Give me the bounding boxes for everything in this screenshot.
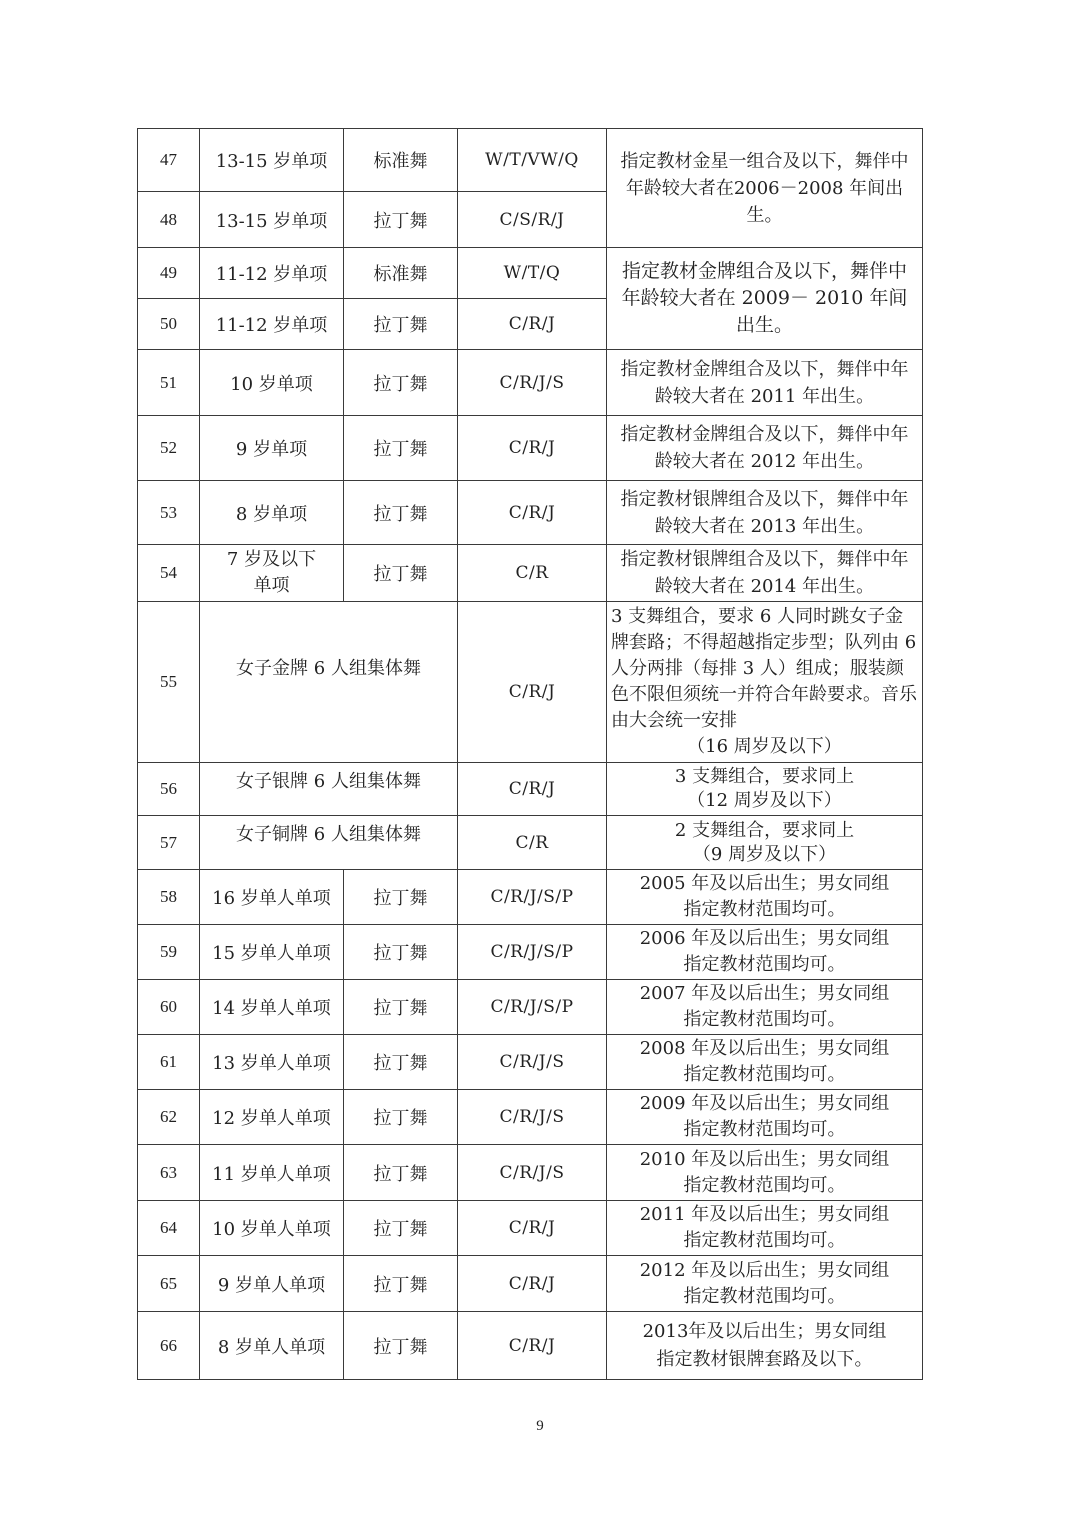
note-scope: 指定教材范围均可。 bbox=[683, 899, 846, 920]
dance-cell: 拉丁舞 bbox=[344, 299, 458, 350]
row-number: 51 bbox=[138, 350, 200, 416]
group-cell: 8 岁单项 bbox=[200, 481, 344, 545]
dance-code-cell: C/R/J bbox=[458, 299, 607, 350]
row-number: 49 bbox=[138, 248, 200, 299]
group-cell: 12 岁单人单项 bbox=[200, 1090, 344, 1145]
dance-code-cell: C/S/R/J bbox=[458, 192, 607, 248]
group-cell: 13-15 岁单项 bbox=[200, 192, 344, 248]
note-scope: 指定教材范围均可。 bbox=[683, 1064, 846, 1085]
note-cell bbox=[607, 1090, 923, 1145]
table-row bbox=[138, 1201, 923, 1256]
dance-cell: 拉丁舞 bbox=[344, 1312, 458, 1380]
row-number: 66 bbox=[138, 1312, 200, 1380]
table-row bbox=[138, 763, 923, 816]
row-number: 64 bbox=[138, 1201, 200, 1256]
note-cell bbox=[607, 1201, 923, 1256]
dance-code-cell: C/R/J/S/P bbox=[458, 870, 607, 925]
group-cell: 13 岁单人单项 bbox=[200, 1035, 344, 1090]
row-number: 57 bbox=[138, 816, 200, 870]
dance-code-cell: C/R/J bbox=[458, 1256, 607, 1312]
dance-cell: 拉丁舞 bbox=[344, 481, 458, 545]
note-scope: 指定教材范围均可。 bbox=[683, 1009, 846, 1030]
row-number: 63 bbox=[138, 1145, 200, 1201]
group-cell: 9 岁单人单项 bbox=[200, 1256, 344, 1312]
dance-code-cell: W/T/Q bbox=[458, 248, 607, 299]
table-row bbox=[138, 602, 923, 763]
dance-code-cell: W/T/VW/Q bbox=[458, 129, 607, 192]
note-scope: 指定教材范围均可。 bbox=[683, 1285, 846, 1307]
dance-code-cell: C/R/J/S bbox=[458, 1145, 607, 1201]
dance-cell: 拉丁舞 bbox=[344, 416, 458, 481]
note-cell bbox=[607, 1145, 923, 1201]
note-scope: 指定教材银牌套路及以下。 bbox=[656, 1348, 873, 1370]
dance-cell: 拉丁舞 bbox=[344, 545, 458, 602]
note-age: （16 周岁及以下） bbox=[687, 736, 842, 757]
dance-cell: 拉丁舞 bbox=[344, 1145, 458, 1201]
note-cell: 指定教材金牌组合及以下，舞伴中年龄较大者在 2011 年出生。 bbox=[607, 350, 923, 416]
row-number: 50 bbox=[138, 299, 200, 350]
table-row bbox=[138, 870, 923, 925]
dance-code-cell: C/R/J bbox=[458, 763, 607, 816]
note-text: 2006 年及以后出生；男女同组 bbox=[639, 928, 890, 949]
table-row bbox=[138, 816, 923, 870]
page-number: 9 bbox=[536, 1418, 544, 1434]
note-cell bbox=[607, 816, 923, 870]
group-cell: 11-12 岁单项 bbox=[200, 299, 344, 350]
dance-code-cell: C/R/J/S bbox=[458, 350, 607, 416]
dance-code-cell: C/R/J bbox=[458, 481, 607, 545]
table-row bbox=[138, 481, 923, 545]
group-cell: 14 岁单人单项 bbox=[200, 980, 344, 1035]
dance-cell: 拉丁舞 bbox=[344, 980, 458, 1035]
note-cell bbox=[607, 870, 923, 925]
note-cell bbox=[607, 980, 923, 1035]
table-row bbox=[138, 1256, 923, 1312]
row-number: 55 bbox=[138, 602, 200, 763]
group-cell: 9 岁单项 bbox=[200, 416, 344, 481]
table-row bbox=[138, 1312, 923, 1380]
note-text: 2005 年及以后出生；男女同组 bbox=[639, 873, 890, 894]
note-cell: 指定教材金星一组合及以下，舞伴中年龄较大者在2006－2008 年间出生。 bbox=[607, 129, 923, 248]
note-text: 2008 年及以后出生；男女同组 bbox=[639, 1038, 890, 1059]
dance-cell: 标准舞 bbox=[344, 248, 458, 299]
group-cell: 女子金牌 6 人组集体舞 bbox=[200, 602, 458, 763]
dance-cell: 拉丁舞 bbox=[344, 925, 458, 980]
note-cell bbox=[607, 925, 923, 980]
note-text: 3 支舞组合，要求同上 bbox=[674, 766, 855, 787]
dance-code-cell: C/R bbox=[458, 816, 607, 870]
note-text: 2 支舞组合，要求同上 bbox=[674, 819, 855, 841]
group-cell: 11-12 岁单项 bbox=[200, 248, 344, 299]
note-scope: 指定教材范围均可。 bbox=[683, 1174, 846, 1196]
group-cell: 13-15 岁单项 bbox=[200, 129, 344, 192]
note-cell: 指定教材银牌组合及以下，舞伴中年龄较大者在 2014 年出生。 bbox=[607, 545, 923, 602]
note-cell bbox=[607, 1256, 923, 1312]
group-cell: 7 岁及以下单项 bbox=[200, 545, 344, 602]
row-number: 58 bbox=[138, 870, 200, 925]
row-number: 48 bbox=[138, 192, 200, 248]
table-row bbox=[138, 129, 923, 192]
note-scope: 指定教材范围均可。 bbox=[683, 954, 846, 975]
group-cell: 10 岁单项 bbox=[200, 350, 344, 416]
dance-cell: 拉丁舞 bbox=[344, 1035, 458, 1090]
note-text: 2009 年及以后出生；男女同组 bbox=[639, 1093, 890, 1114]
dance-cell: 拉丁舞 bbox=[344, 1256, 458, 1312]
dance-cell: 拉丁舞 bbox=[344, 1090, 458, 1145]
row-number: 60 bbox=[138, 980, 200, 1035]
dance-code-cell: C/R/J/S bbox=[458, 1035, 607, 1090]
dance-cell: 拉丁舞 bbox=[344, 870, 458, 925]
note-cell bbox=[607, 1312, 923, 1380]
row-number: 59 bbox=[138, 925, 200, 980]
table-row bbox=[138, 925, 923, 980]
dance-cell: 标准舞 bbox=[344, 129, 458, 192]
note-cell bbox=[607, 1035, 923, 1090]
row-number: 53 bbox=[138, 481, 200, 545]
note-age: （12 周岁及以下） bbox=[687, 790, 842, 811]
table-row bbox=[138, 980, 923, 1035]
group-cell: 16 岁单人单项 bbox=[200, 870, 344, 925]
dance-code-cell: C/R/J bbox=[458, 416, 607, 481]
group-cell: 女子银牌 6 人组集体舞 bbox=[200, 763, 458, 816]
row-number: 61 bbox=[138, 1035, 200, 1090]
row-number: 65 bbox=[138, 1256, 200, 1312]
competition-table bbox=[137, 128, 923, 1380]
dance-code-cell: C/R/J/S bbox=[458, 1090, 607, 1145]
table-row bbox=[138, 248, 923, 299]
dance-code-cell: C/R/J bbox=[458, 1312, 607, 1380]
note-cell bbox=[607, 763, 923, 816]
group-cell: 15 岁单人单项 bbox=[200, 925, 344, 980]
row-number: 52 bbox=[138, 416, 200, 481]
table-row bbox=[138, 350, 923, 416]
row-number: 54 bbox=[138, 545, 200, 602]
row-number: 47 bbox=[138, 129, 200, 192]
table-row bbox=[138, 416, 923, 481]
table-row bbox=[138, 1090, 923, 1145]
dance-code-cell: C/R/J/S/P bbox=[458, 925, 607, 980]
dance-code-cell: C/R/J bbox=[458, 1201, 607, 1256]
table-row bbox=[138, 1145, 923, 1201]
dance-cell: 拉丁舞 bbox=[344, 350, 458, 416]
note-age: （9 周岁及以下） bbox=[692, 843, 837, 865]
note-text: 3 支舞组合，要求 6 人同时跳女子金牌套路；不得超越指定步型；队列由 6 人分两排（每排 3 人）组成；服装颜色不限但须统一并符合年龄要求。音乐由大会统一安排 bbox=[611, 606, 917, 731]
group-cell: 10 岁单人单项 bbox=[200, 1201, 344, 1256]
row-number: 62 bbox=[138, 1090, 200, 1145]
group-cell: 女子铜牌 6 人组集体舞 bbox=[200, 816, 458, 870]
note-text: 2011 年及以后出生；男女同组 bbox=[639, 1204, 890, 1225]
note-cell: 指定教材金牌组合及以下，舞伴中年龄较大者在 2009－ 2010 年间出生。 bbox=[607, 248, 923, 350]
note-text: 2010 年及以后出生；男女同组 bbox=[639, 1148, 890, 1170]
note-cell bbox=[607, 602, 923, 763]
group-cell: 8 岁单人单项 bbox=[200, 1312, 344, 1380]
group-cell: 11 岁单人单项 bbox=[200, 1145, 344, 1201]
dance-code-cell: C/R bbox=[458, 545, 607, 602]
dance-cell: 拉丁舞 bbox=[344, 192, 458, 248]
table-row bbox=[138, 1035, 923, 1090]
note-text: 2012 年及以后出生；男女同组 bbox=[639, 1259, 890, 1281]
note-text: 2007 年及以后出生；男女同组 bbox=[639, 983, 890, 1004]
dance-cell: 拉丁舞 bbox=[344, 1201, 458, 1256]
note-scope: 指定教材范围均可。 bbox=[683, 1230, 846, 1251]
note-cell: 指定教材金牌组合及以下，舞伴中年龄较大者在 2012 年出生。 bbox=[607, 416, 923, 481]
note-scope: 指定教材范围均可。 bbox=[683, 1119, 846, 1140]
table-row bbox=[138, 545, 923, 602]
dance-code-cell: C/R/J/S/P bbox=[458, 980, 607, 1035]
note-cell: 指定教材银牌组合及以下，舞伴中年龄较大者在 2013 年出生。 bbox=[607, 481, 923, 545]
note-text: 2013年及以后出生；男女同组 bbox=[642, 1320, 887, 1342]
dance-code-cell: C/R/J bbox=[458, 602, 607, 763]
row-number: 56 bbox=[138, 763, 200, 816]
